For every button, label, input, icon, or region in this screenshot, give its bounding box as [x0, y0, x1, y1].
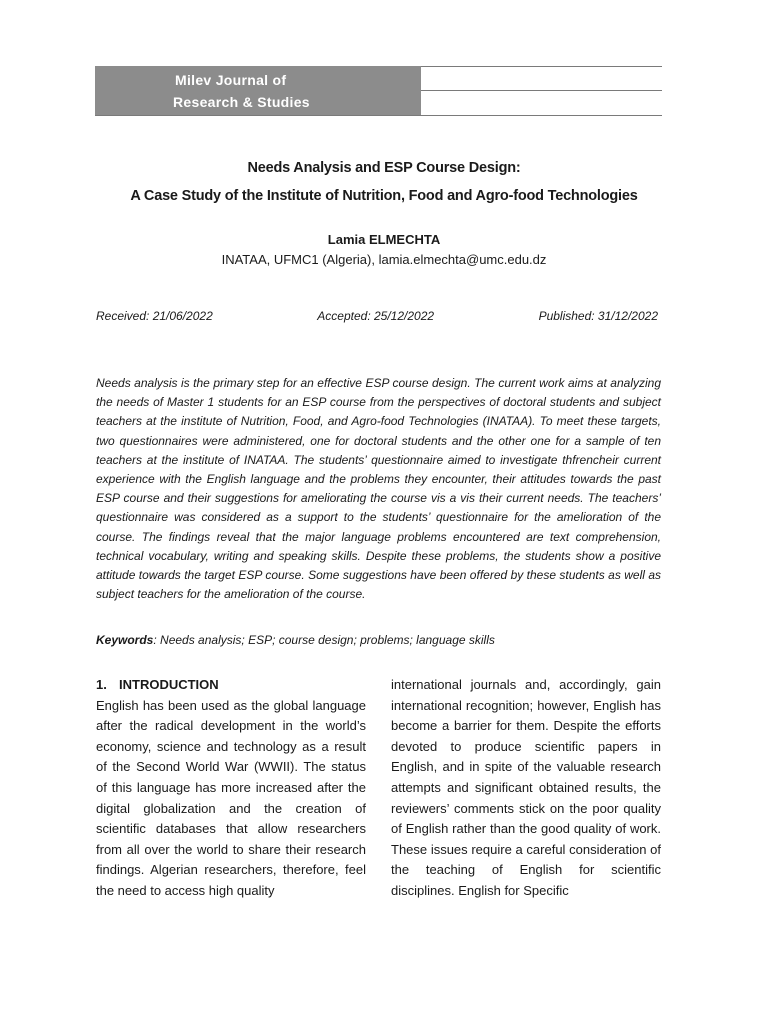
keywords-line [96, 633, 661, 647]
section-heading [96, 675, 366, 696]
header-rule-top [421, 66, 662, 67]
published-date: Published: 31/12/2022 [538, 309, 658, 323]
header-rule-bottom [95, 115, 662, 116]
received-date: Received: 21/06/2022 [96, 309, 213, 323]
keywords-label: Keywords [96, 633, 154, 647]
accepted-date: Accepted: 25/12/2022 [317, 309, 435, 323]
article-title-line2: A Case Study of the Institute of Nutrition, Food and Agro-food Technologies [130, 188, 638, 204]
section-title: INTRODUCTION [119, 677, 219, 692]
article-title-line1: Needs Analysis and ESP Course Design: [247, 160, 521, 176]
intro-paragraph-left: English has been used as the global language after the radical development in the world’s economy, science and technology as a result of the Second World War (WWII). The status of this language has more increased after the digital globalization and the creation of scientific databases that allow researchers from all over the world to share their research findings. Algerian researchers, therefore, feel the need to access high quality [96, 697, 366, 898]
journal-name-line1: Milev Journal of [175, 71, 287, 88]
article-dates [96, 309, 658, 323]
section-number: 1. [96, 677, 107, 692]
keywords-text: : Needs analysis; ESP; course design; problems; language skills [153, 633, 495, 647]
intro-right-column [391, 675, 661, 902]
journal-name-line2: Research & Studies [173, 93, 310, 110]
intro-left-column [96, 675, 366, 902]
intro-paragraph-right: international journals and, accordingly, gain international recognition; however, English has become a barrier for them. Despite the efforts devoted to produce scientific papers in English, and in spite of the valuable research attempts and significant obtained results, the reviewers’ comments stick on the poor quality of English rather than the good quality of work. These issues require a careful consideration of the teaching of English for scientific disciplines. English for Specific [391, 677, 661, 898]
header-rule-middle [421, 90, 662, 91]
abstract-text: Needs analysis is the primary step for an effective ESP course design. The current work aims at analyzing the needs of Master 1 students for an ESP course from the perspectives of doctoral students and subject teachers at the institute of Nutrition, Food, and Agro-food Technologies (INATAA). To meet these targets, two questionnaires were administered, one for doctoral students and the other one for a sample of ten teachers at the institute of INATAA. The students’ questionnaire aimed to investigate thfrencheir current experience with the English language and the problems they encounter, their attitudes towards the past ESP course and their suggestions for ameliorating the course vis a vis their current needs. The teachers’ questionnaire was considered as a support to the students’ questionnaire for the amelioration of the course. The findings reveal that the major language problems encountered are text comprehension, technical vocabulary, writing and speaking skills. Despite these problems, the students show a positive attitude towards the target ESP course. Some suggestions have been offered by these students as well as subject teachers for the amelioration of the course. [96, 376, 661, 602]
author-affiliation: INATAA, UFMC1 (Algeria), lamia.elmechta@umc.edu.dz [221, 252, 547, 267]
journal-name-box [95, 66, 421, 115]
author-name: Lamia ELMECHTA [327, 232, 441, 247]
